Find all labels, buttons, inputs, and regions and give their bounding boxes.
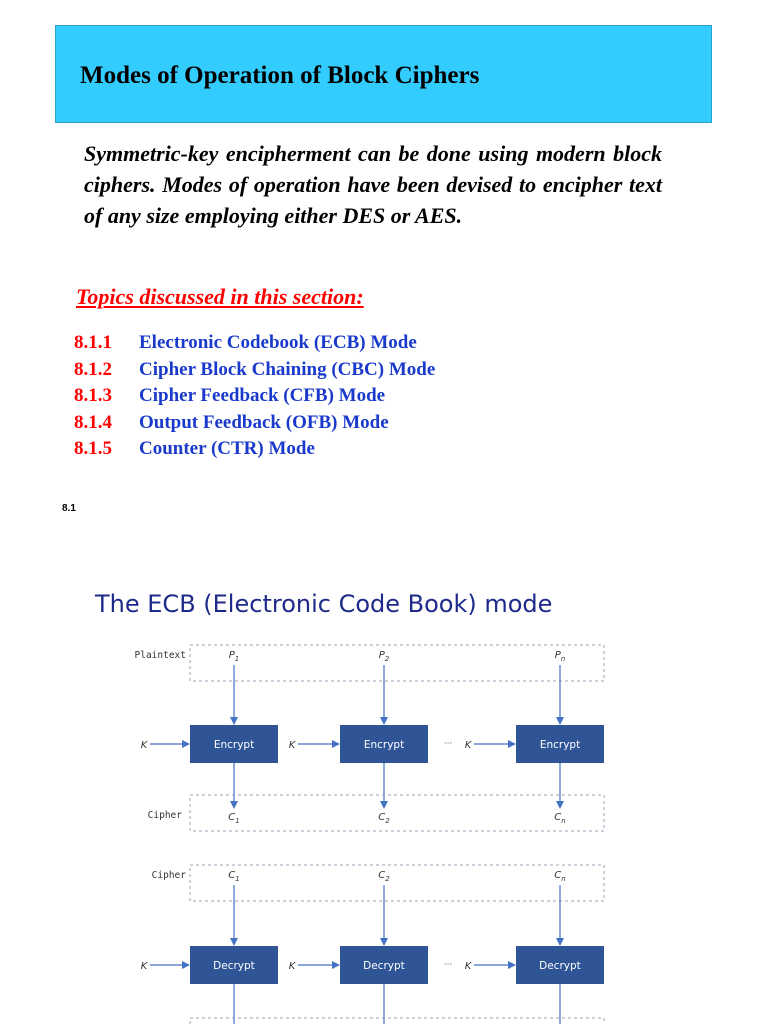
- cipher-output-label: Cipher: [147, 810, 182, 821]
- encrypt-block-label: Encrypt: [539, 739, 581, 751]
- intro-paragraph: Symmetric-key encipherment can be done using modern block ciphers. Modes of operation have been devised to encipher text of any size employing either DES or AES.: [84, 141, 662, 228]
- decrypt-input-band: [190, 865, 604, 901]
- topic-item: [74, 330, 435, 357]
- topics-list: [74, 330, 435, 463]
- decrypt-input-label: Cipher: [151, 870, 186, 881]
- decrypt-block-label: Decrypt: [213, 960, 255, 972]
- topic-number: 8.1.3: [74, 385, 112, 406]
- ecb-section-title: The ECB (Electronic Code Book) mode: [95, 590, 553, 618]
- cipher-output-sub-label: $C_2$: [378, 812, 390, 825]
- decrypt-input-sub-label: $C_2$: [378, 870, 390, 883]
- ecb-diagram: [120, 640, 620, 1024]
- topic-item: [74, 383, 435, 410]
- decrypt-input-sub-label: $C_n$: [554, 870, 566, 883]
- topic-label: Electronic Codebook (ECB) Mode: [139, 332, 417, 353]
- key-label: K: [140, 961, 148, 972]
- topic-label: Counter (CTR) Mode: [139, 438, 315, 459]
- title-bar: [55, 25, 712, 123]
- topic-number: 8.1.4: [74, 411, 112, 433]
- key-label: K: [288, 740, 296, 751]
- decrypt-input-sub-label: $C_1$: [228, 870, 240, 883]
- cipher-output-sub-label: $C_1$: [228, 812, 240, 825]
- key-label: K: [464, 740, 472, 751]
- ellipsis-label: ···: [443, 960, 453, 970]
- topic-label: Cipher Block Chaining (CBC) Mode: [139, 358, 436, 380]
- topic-number: 8.1.5: [74, 438, 112, 459]
- slide-title: Modes of Operation of Block Ciphers: [80, 62, 480, 89]
- key-label: K: [464, 961, 472, 972]
- cipher-output-sub-label: $C_n$: [554, 812, 566, 825]
- encrypt-input-sub-label: $P_1$: [228, 650, 240, 663]
- topic-number: 8.1.1: [74, 332, 112, 353]
- key-label: K: [140, 740, 148, 751]
- encrypt-block-label: Encrypt: [363, 739, 405, 751]
- decrypt-block-label: Decrypt: [363, 960, 405, 972]
- cipher-output-band: [190, 795, 604, 831]
- key-label: K: [288, 961, 296, 972]
- encrypt-input-sub-label: $P_n$: [554, 650, 566, 663]
- ellipsis-label: ···: [443, 739, 453, 749]
- topic-label: Output Feedback (OFB) Mode: [139, 411, 389, 433]
- topic-number: 8.1.2: [74, 358, 112, 380]
- encrypt-input-band: [190, 645, 604, 681]
- topic-item: [74, 357, 435, 384]
- topic-item: [74, 410, 435, 437]
- topic-item: [74, 436, 435, 463]
- decrypt-block-label: Decrypt: [539, 960, 581, 972]
- encrypt-block-label: Encrypt: [213, 739, 255, 751]
- encrypt-input-sub-label: $P_2$: [378, 650, 390, 663]
- encrypt-input-label: Plaintext: [134, 650, 186, 661]
- topics-heading: Topics discussed in this section:: [76, 284, 364, 309]
- plaintext-output-band: [190, 1018, 604, 1024]
- slide-number: 8.1: [62, 503, 76, 514]
- topic-label: Cipher Feedback (CFB) Mode: [139, 385, 386, 406]
